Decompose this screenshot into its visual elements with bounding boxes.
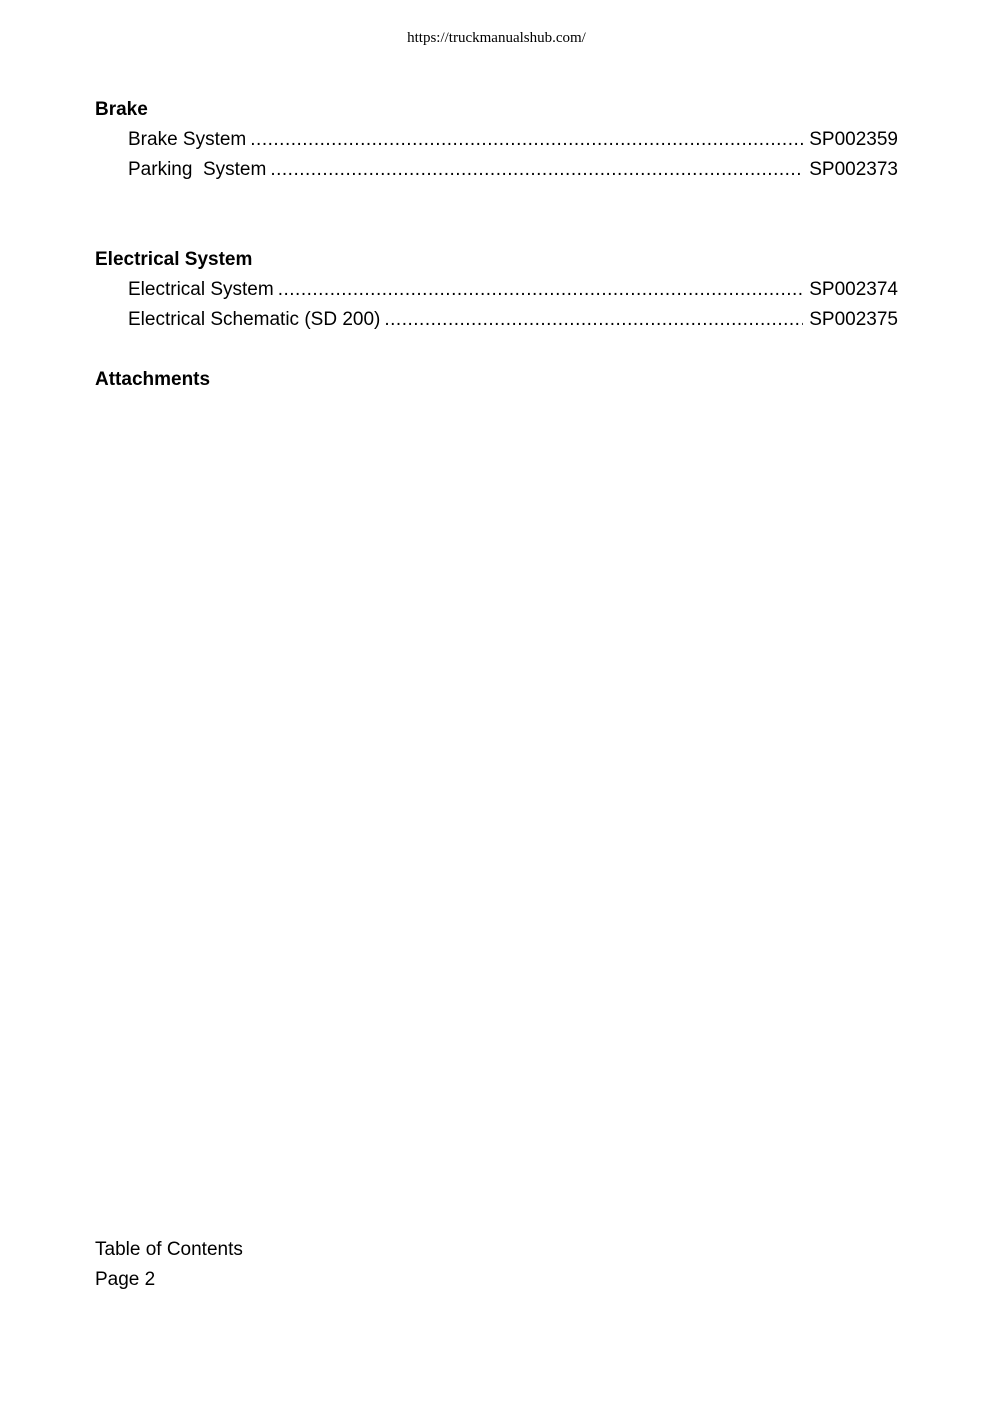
toc-dot-leader [250,129,803,151]
toc-entry-electrical-system[interactable] [128,279,898,301]
toc-entry-code: SP002373 [803,159,898,181]
section-heading-electrical-system: Electrical System [95,249,253,270]
toc-entry-title: Electrical System [128,279,274,300]
header-url: https://truckmanualshub.com/ [407,30,586,46]
toc-entry-parking-system[interactable] [128,159,898,181]
section-heading-attachments: Attachments [95,369,211,390]
toc-entry-title: Parking System [128,159,267,180]
toc-entry-brake-system[interactable] [128,129,898,151]
toc-dot-leader [278,279,804,301]
toc-entry-title: Electrical Schematic (SD 200) [128,309,381,330]
toc-entry-title: Brake System [128,129,247,150]
toc-entry-code: SP002374 [803,279,898,301]
footer-document-title: Table of Contents [95,1239,243,1260]
toc-entry-electrical-schematic[interactable] [128,309,898,331]
toc-entry-code: SP002359 [803,129,898,151]
toc-dot-leader [270,159,803,181]
footer-page-label: Page 2 [95,1269,156,1290]
toc-entry-code: SP002375 [803,309,898,331]
section-heading-brake: Brake [95,99,148,120]
toc-dot-leader [384,309,803,331]
